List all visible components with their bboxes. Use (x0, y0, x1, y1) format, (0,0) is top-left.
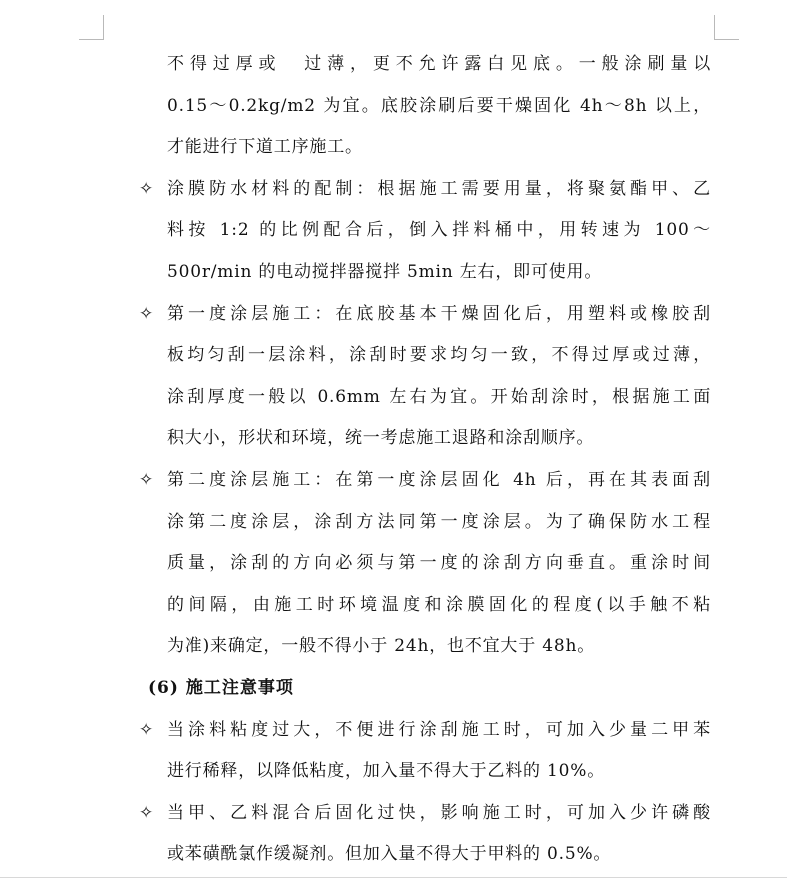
paragraph-text: 为准)来确定，一般不得小于 24h，也不宜大于 48h。 (167, 636, 595, 657)
paragraph-text: 500r/min 的电动搅拌器搅拌 5min 左右，即可使用。 (167, 261, 603, 282)
bullet-line (0, 710, 787, 752)
bullet-text: 当甲、乙料混合后固化过快，影响施工时，可加入少许磷酸 (167, 802, 711, 823)
paragraph-text: 涂第二度涂层，涂刮方法同第一度涂层。为了确保防水工程 (167, 511, 711, 532)
paragraph-text: 涂刮厚度一般以 0.6mm 左右为宜。开始刮涂时，根据施工面 (167, 386, 711, 407)
paragraph-text: 积大小，形状和环境，统一考虑施工退路和涂刮顺序。 (167, 428, 595, 449)
text-line (0, 626, 787, 668)
paragraph-text: 料按 1:2 的比例配合后，倒入拌料桶中，用转速为 100～ (167, 220, 711, 241)
text-line (0, 585, 787, 627)
text-line (0, 210, 787, 252)
diamond-bullet-icon: ✧ (139, 469, 155, 490)
text-line (0, 418, 787, 460)
diamond-bullet-icon: ✧ (139, 178, 155, 199)
bullet-line (0, 793, 787, 835)
paragraph-text: 0.15～0.2kg/m2 为宜。底胶涂刷后要干燥固化 4h～8h 以上， (167, 95, 711, 116)
paragraph-text: 进行稀释，以降低粘度，加入量不得大于乙料的 10%。 (167, 761, 605, 782)
bullet-line (0, 294, 787, 336)
paragraph-text: 质量，涂刮的方向必须与第一度的涂刮方向垂直。重涂时间 (167, 553, 711, 574)
text-line (0, 377, 787, 419)
text-line (0, 834, 787, 876)
page-bottom-edge (0, 877, 787, 878)
section-heading: (6) 施工注意事项 (148, 677, 294, 698)
diamond-bullet-icon: ✧ (139, 719, 155, 740)
text-line (0, 335, 787, 377)
paragraph-text: 才能进行下道工序施工。 (167, 137, 363, 158)
paragraph-text: 不得过厚或 过薄，更不允许露白见底。一般涂刷量以 (167, 54, 711, 74)
bullet-text: 涂膜防水材料的配制：根据施工需要用量，将聚氨酯甲、乙 (167, 178, 711, 199)
paragraph-text: 或苯磺酰氯作缓凝剂。但加入量不得大于甲料的 0.5%。 (167, 844, 612, 865)
diamond-bullet-icon: ✧ (139, 802, 155, 823)
text-line (0, 86, 787, 128)
paragraph-text: 板均匀刮一层涂料，涂刮时要求均匀一致，不得过厚或过薄， (167, 345, 711, 366)
top-right-margin-mark (714, 15, 739, 40)
bullet-line (0, 169, 787, 211)
bullet-text: 第一度涂层施工：在底胶基本干燥固化后，用塑料或橡胶刮 (167, 303, 711, 324)
section-heading-line (0, 668, 787, 710)
diamond-bullet-icon: ✧ (139, 303, 155, 324)
text-line (0, 127, 787, 169)
bullet-text: 第二度涂层施工：在第一度涂层固化 4h 后，再在其表面刮 (167, 469, 711, 490)
text-line (0, 44, 787, 86)
top-left-margin-mark (79, 15, 104, 40)
text-line (0, 252, 787, 294)
text-line (0, 543, 787, 585)
bullet-text: 当涂料粘度过大，不便进行涂刮施工时，可加入少量二甲苯 (167, 719, 711, 740)
paragraph-text: 的间隔，由施工时环境温度和涂膜固化的程度(以手触不粘 (167, 594, 711, 615)
text-line (0, 502, 787, 544)
bullet-line (0, 460, 787, 502)
document-body (0, 44, 787, 876)
text-line (0, 751, 787, 793)
